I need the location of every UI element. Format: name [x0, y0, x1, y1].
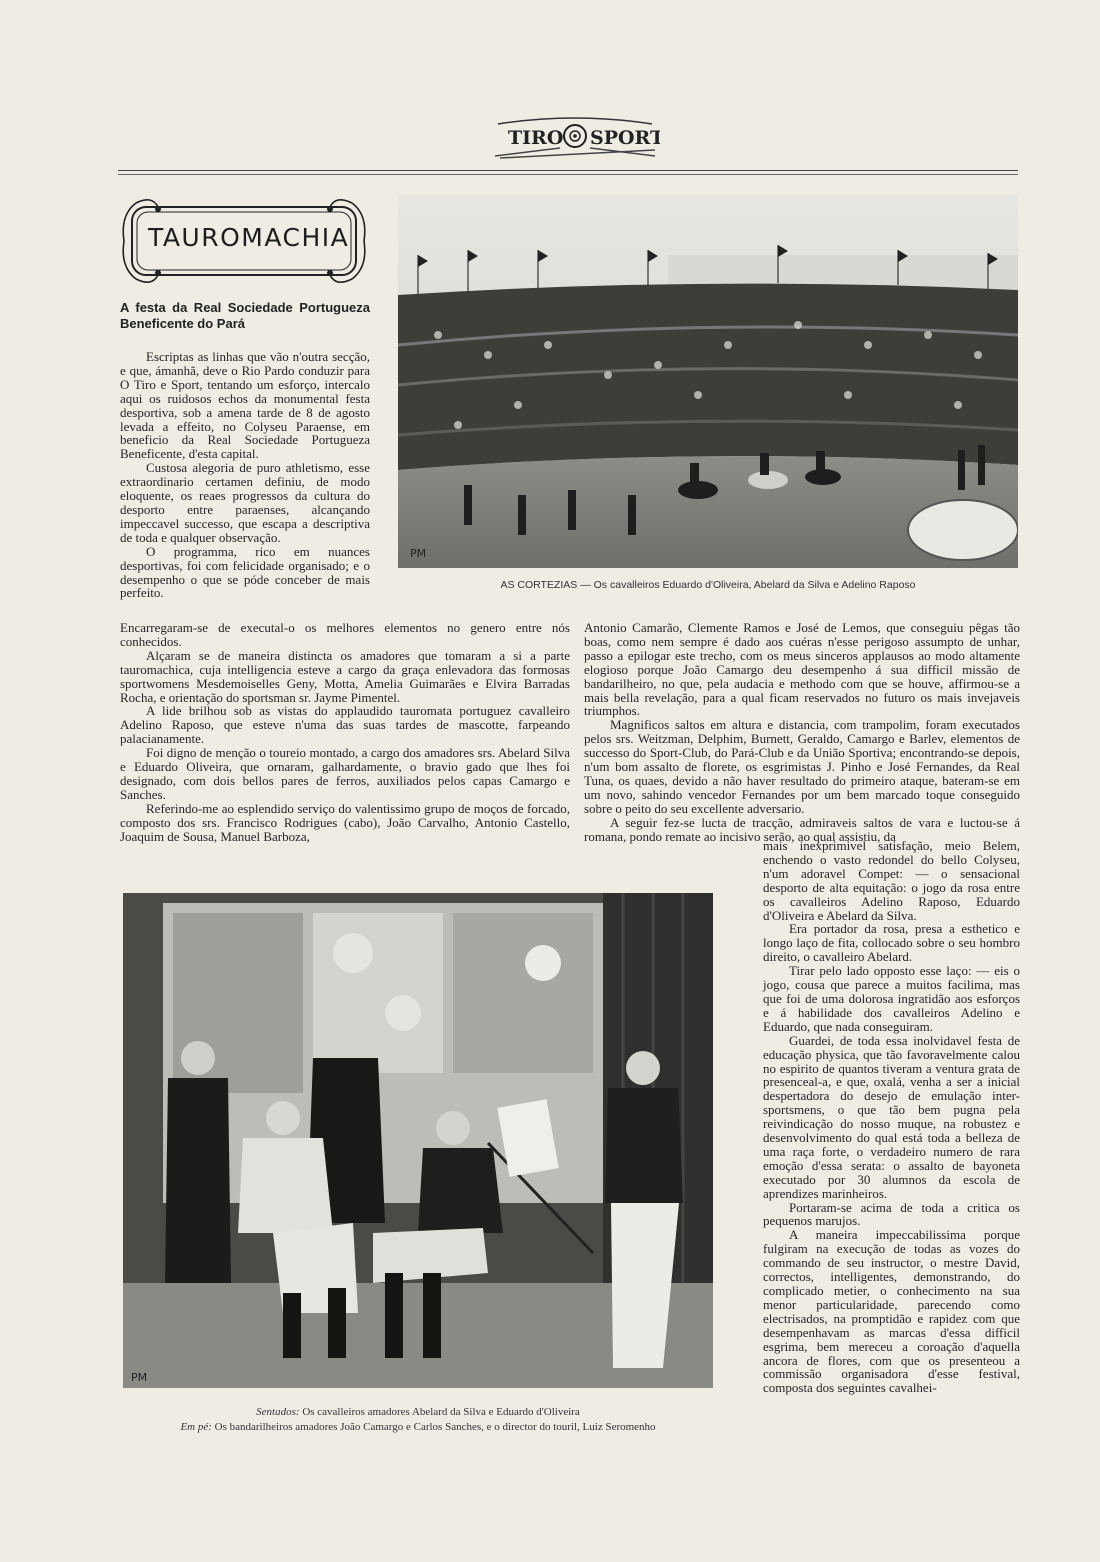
- section-title: TAUROMACHIA: [148, 223, 350, 252]
- paragraph: Magnificos saltos em altura e distancia, com trampolim, foram executados pelos srs. Weitzman, Delphim, Burnett, Geraldo, Camargo e Barlev, elementos de successo do Sport-Club, do Pará-Club e da União Sportiva; encontrando-se depois, n'um bom assalto de florete, os esgrimistas J. Pinho e José Fernandes, da Real Tuna, os quaes, devido a não haver resultado do primeiro ataque, bateram-se em um novo, sahindo vencedor Fernandes por um bem marcado toque conseguido sobre o peito do seu excellente adversario.: [584, 717, 1020, 816]
- svg-text:SPORT: SPORT: [590, 127, 660, 149]
- header-rule: [118, 170, 1018, 171]
- photo-caption-cortezias: AS CORTEZIAS — Os cavalleiros Eduardo d'Oliveira, Abelard da Silva e Adelino Raposo: [500, 579, 916, 591]
- paragraph: Foi digno de menção o toureio montado, a cargo dos amadores srs. Abelard Silva e Eduardo Oliveira, que ornaram, galhardamente, o bravio gado que lhes foi designado, com dois bellos pares de ferros, auxiliados pelos capas Camargo e Sanches.: [120, 745, 570, 802]
- paragraph: Encarregaram-se de executal-o os melhores elementos no genero entre nós conhecidos.: [120, 620, 570, 649]
- masthead-logo: [490, 114, 660, 164]
- svg-text:TIRO: TIRO: [508, 127, 564, 149]
- column-1-top: [120, 350, 370, 600]
- article-headline: A festa da Real Sociedade Portugueza Beneficente do Pará: [120, 300, 370, 331]
- paragraph: Referindo-me ao esplendido serviço do valentissimo grupo de moços de forcado, composto dos srs. Francisco Rodrigues (cabo), João Carvalho, Antonio Castello, Joaquim de Sousa, Manuel Barboza,: [120, 800, 570, 844]
- paragraph: A maneira impeccabilissima porque fulgiram na execução de todas as vozes do commando de seu instructor, o mestre David, correctos, intelligentes, demonstrando, do complicado metier, o conhecimento na sua menor particularidade, parecendo como electrisados, na promptidão e rapidez com que desempenhavam as marcas d'essa difficil esgrima, bem mereceu a coroação d'aquella ancora de flores, com que os presenteou a commissão organisadora d'esse festival, composta dos seguintes cavalhei-: [763, 1227, 1020, 1396]
- column-2-top: [584, 621, 1020, 844]
- photo-group-portrait: [123, 893, 713, 1388]
- paragraph: A lide brilhou sob as vistas do applaudido tauromata portuguez cavalleiro Adelino Raposo, que esteve n'uma das suas tardes de mascotte, farpeando palacianamente.: [120, 703, 570, 747]
- photo-signature: PM: [131, 1371, 148, 1384]
- photo-signature: PM: [410, 547, 427, 560]
- paragraph: mais inexprimivel satisfação, meio Belem, enchendo o vasto redondel do bello Colyseu, n'um adoravel Compet: — o sensacional desporto de alta equitação: o jogo da rosa entre os cavalleiros Adelino Raposo, Eduardo d'Oliveira e Abelard da Silva.: [763, 838, 1020, 923]
- column-1-bottom: [120, 621, 570, 844]
- paragraph: A seguir fez-se lucta de tracção, admiraveis saltos de vara e luctou-se á romana, pondo remate ao incisivo serão, ao qual assistiu, da: [584, 814, 1020, 844]
- paragraph: Era portador da rosa, presa a esthetico e longo laço de fita, collocado sobre o seu hombro direito, o cavalleiro Abelard.: [763, 921, 1020, 965]
- caption-text: Os cavalleiros amadores Abelard da Silva e Eduardo d'Oliveira: [302, 1406, 580, 1418]
- paragraph: Tirar pelo lado opposto esse laço: — eis o jogo, cousa que parece a muitos facilima, mas que foi de uma dolorosa ingratidão aos esforços e á habilidade dos cavalleiros Adelino e Eduardo, que nada conseguiram.: [763, 963, 1020, 1034]
- column-2-bottom: [763, 839, 1020, 1395]
- caption-text: Os bandarilheiros amadores João Camargo e Carlos Sanches, e o director do touril, Luiz Seromenho: [214, 1421, 656, 1433]
- header-rule-thin: [118, 174, 1018, 175]
- paragraph: Alçaram se de maneira distincta os amadores que tomaram a si a parte tauromachica, cuja intelligencia esteve a cargo da graça enlevadora das formosas sportwomens Mesdemoiselles Geny, Motta, Amelia Guimarães e Elvira Barradas Rocha, e orientação do sportsman sr. Jayme Pimentel.: [120, 647, 570, 705]
- photo-bullring-cortezias: [398, 195, 1018, 568]
- caption-label: Sentados:: [256, 1406, 300, 1418]
- caption-label: Em pé:: [180, 1421, 212, 1433]
- paragraph: Portaram-se acima de toda a critica os pequenos marujos.: [763, 1199, 1020, 1229]
- paragraph: Antonio Camarão, Clemente Ramos e José de Lemos, que conseguiu pêgas tão boas, como nem sempre é dado aos cuéras n'esse perigoso assumpto de unhar, passo a epilogar este trecho, com os meus sinceros applausos ao modo altamente elogioso porque João Camargo deu desempenho á sua difficil missão de bandarilheiro, no que, pela audacia e methodo com que se houve, affirmou-se a mais bella revelação, para a qual ficam reservados no futuro os mais invejaveis triumphos.: [584, 620, 1020, 719]
- paragraph: O programma, rico em nuances desportivas, foi com felicidade organisado; e o desempenho o que se póde conceber de mais perfeito.: [120, 543, 370, 601]
- paragraph: Custosa alegoria de puro athletismo, esse extraordinario certamen definiu, de modo eloquente, os reaes progressos da cultura do desporto entre paraenses, alcançando impeccavel successo, que escapa a descriptiva de toda e qualquer observação.: [120, 460, 370, 545]
- paragraph: Escriptas as linhas que vão n'outra secção, e que, ámanhã, deve o Rio Pardo conduzir para O Tiro e Sport, tentando um esforço, intercalo aqui os ruidosos echos da monumental festa desportiva, sob a amena tarde de 8 de agosto levada a effeito, no Colyseu Paraense, em beneficio da Real Sociedade Portugueza Beneficente, d'esta capital.: [120, 349, 370, 462]
- paragraph: Guardei, de toda essa inolvidavel festa de educação physica, que tão favoravelmente calou no espirito de quantos tiveram a ventura grata de presenceal-a, e que, oxalá, venha a ser a inicial despertadora do desejo de emulação inter-sportsmens, o que tão bem pugna pela reivindicação do nosso muque, na robustez e desenvolvimento do qual está toda a belleza de uma raça forte, o verdadeiro numero de rara emoção d'essa serata: o assalto de bayoneta executado por 30 alumnos da escola de aprendizes marinheiros.: [763, 1032, 1020, 1201]
- photo-caption-group: [123, 1405, 713, 1435]
